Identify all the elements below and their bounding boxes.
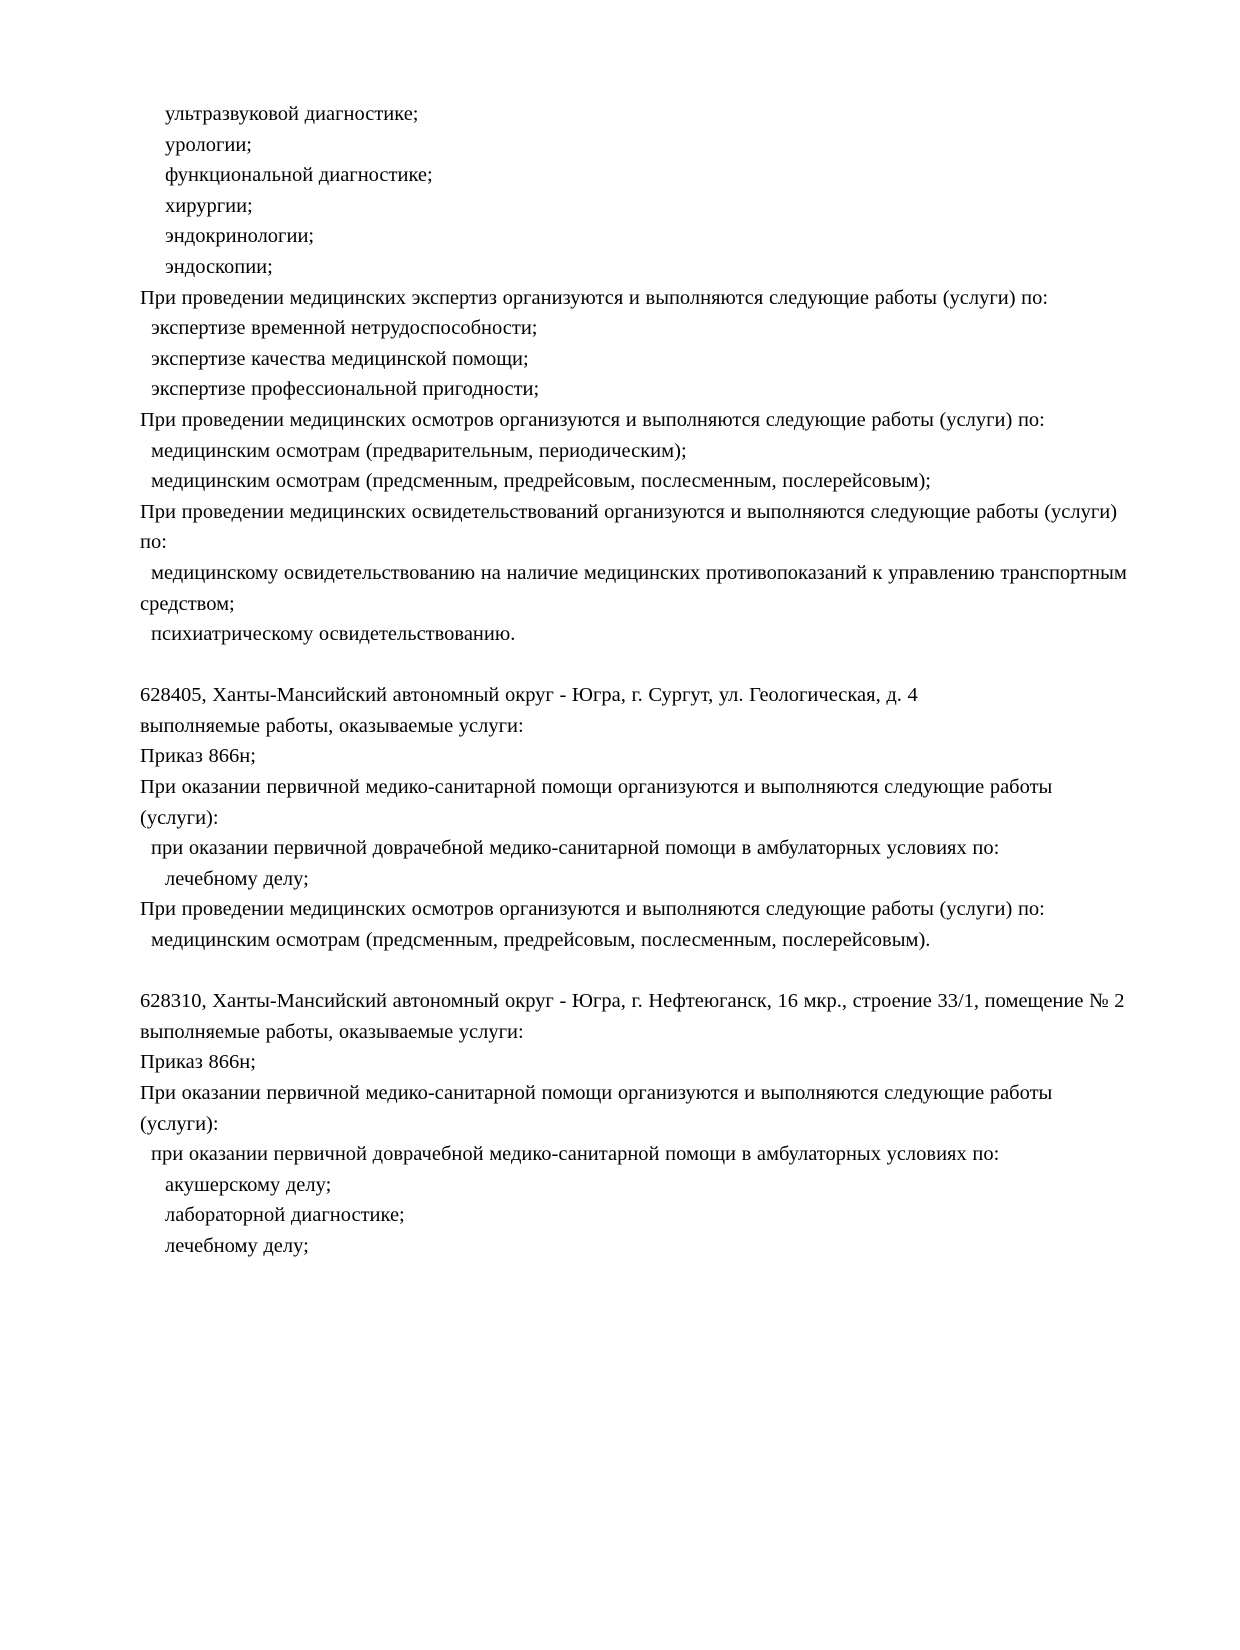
document-paragraph: Приказ 866н; bbox=[140, 1051, 256, 1074]
document-paragraph: при оказании первичной доврачебной медико-санитарной помощи в амбулаторных условиях по: bbox=[151, 1143, 1000, 1166]
document-paragraph: ультразвуковой диагностике; bbox=[165, 103, 419, 125]
document-paragraph: эндоскопии; bbox=[165, 255, 273, 278]
document-paragraph: эндокринологии; bbox=[165, 225, 315, 248]
document-paragraph: выполняемые работы, оказываемые услуги: bbox=[140, 714, 524, 737]
document-paragraph: При проведении медицинских экспертиз организуются и выполняются следующие работы (услуги) по: bbox=[140, 286, 1049, 309]
document-paragraph: При оказании первичной медико-санитарной помощи организуются и выполняются следующие работы (услуги): bbox=[140, 1082, 1053, 1135]
document-paragraph: функциональной диагностике; bbox=[165, 164, 433, 187]
blank-line bbox=[140, 956, 1128, 987]
document-paragraph: лабораторной диагностике; bbox=[165, 1204, 405, 1227]
document-paragraph: При проведении медицинских освидетельствований организуются и выполняются следующие работы (услуги) по: bbox=[140, 500, 1118, 554]
document-paragraph: медицинским осмотрам (предварительным, периодическим); bbox=[151, 439, 687, 462]
document-paragraph: При оказании первичной медико-санитарной помощи организуются и выполняются следующие работы (услуги): bbox=[140, 776, 1053, 829]
document-paragraph: выполняемые работы, оказываемые услуги: bbox=[140, 1020, 524, 1043]
document-body bbox=[140, 99, 1128, 1262]
document-paragraph: медицинским осмотрам (предсменным, предрейсовым, послесменным, послерейсовым); bbox=[151, 470, 931, 493]
document-paragraph: При проведении медицинских осмотров организуются и выполняются следующие работы (услуги) по: bbox=[140, 408, 1045, 431]
document-paragraph: урологии; bbox=[165, 133, 253, 156]
blank-line bbox=[140, 650, 1128, 681]
document-paragraph: При проведении медицинских осмотров организуются и выполняются следующие работы (услуги) по: bbox=[140, 898, 1045, 921]
document-paragraph: психиатрическому освидетельствованию. bbox=[151, 623, 516, 646]
document-paragraph: 628405, Ханты-Мансийский автономный округ - Югра, г. Сургут, ул. Геологическая, д. 4 bbox=[140, 684, 918, 707]
document-paragraph: экспертизе профессиональной пригодности; bbox=[151, 378, 540, 401]
document-paragraph: лечебному делу; bbox=[165, 867, 309, 890]
document-paragraph: акушерскому делу; bbox=[165, 1173, 332, 1196]
document-paragraph: экспертизе качества медицинской помощи; bbox=[151, 347, 529, 370]
document-paragraph: при оказании первичной доврачебной медико-санитарной помощи в амбулаторных условиях по: bbox=[151, 837, 1000, 860]
document-paragraph: хирургии; bbox=[165, 194, 253, 217]
document-paragraph: медицинским осмотрам (предсменным, предрейсовым, послесменным, послерейсовым). bbox=[151, 929, 931, 952]
document-paragraph: Приказ 866н; bbox=[140, 745, 256, 768]
document-paragraph: лечебному делу; bbox=[165, 1234, 309, 1257]
document-paragraph: медицинскому освидетельствованию на наличие медицинских противопоказаний к управлению транспортным средством; bbox=[140, 561, 1127, 615]
document-paragraph: экспертизе временной нетрудоспособности; bbox=[151, 317, 538, 340]
document-paragraph: 628310, Ханты-Мансийский автономный округ - Югра, г. Нефтеюганск, 16 мкр., строение 33/1, помещение № 2 bbox=[140, 990, 1125, 1013]
